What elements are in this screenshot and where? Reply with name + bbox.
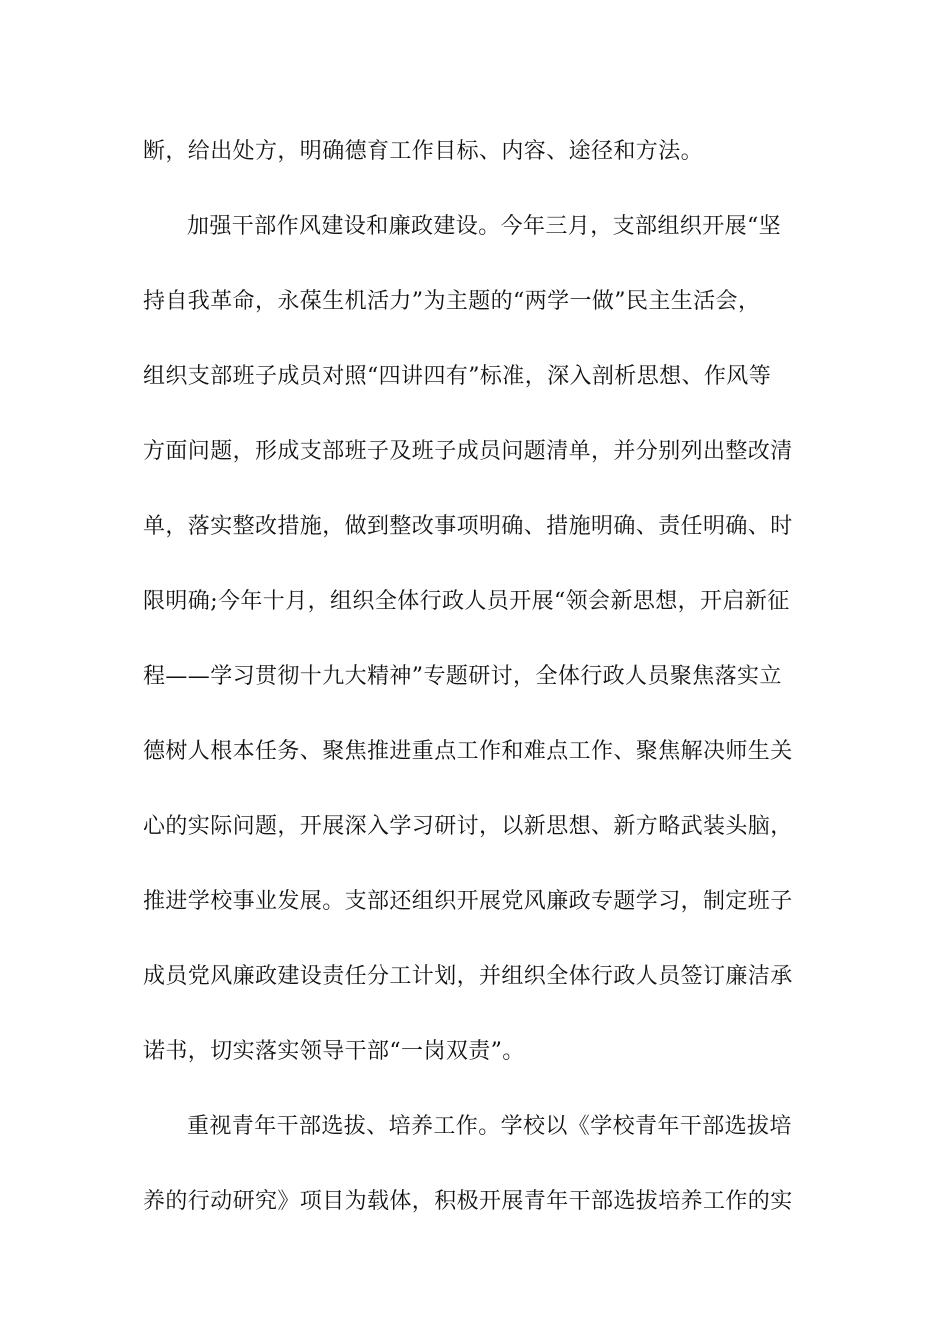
text-line: 诺书，切实落实领导干部“一岗双责”。 [143,1039,525,1064]
text-line: 心的实际问题，开展深入学习研讨，以新思想、新方略武装头脑， [143,814,793,839]
text-line: 方面问题，形成支部班子及班子成员问题清单，并分别列出整改清 [143,439,793,464]
text-line: 断，给出处方，明确德育工作目标、内容、途径和方法。 [143,139,704,164]
text-line: 程——学习贯彻十九大精神”专题研讨，全体行政人员聚焦落实立 [143,664,782,689]
text-line: 持自我革命，永葆生机活力”为主题的“两学一做”民主生活会， [143,289,761,314]
text-line: 限明确;今年十月，组织全体行政人员开展“领会新思想，开启新征 [143,589,790,614]
text-line: 成员党风廉政建设责任分工计划，并组织全体行政人员签订廉洁承 [143,964,793,989]
text-line: 养的行动研究》项目为载体，积极开展青年干部选拔培养工作的实 [143,1189,793,1214]
text-line: 德树人根本任务、聚焦推进重点工作和难点工作、聚焦解决师生关 [143,739,793,764]
text-line: 单，落实整改措施，做到整改事项明确、措施明确、责任明确、时 [143,514,793,539]
text-line: 组织支部班子成员对照“四讲四有”标准，深入剖析思想、作风等 [143,364,772,389]
paragraph-start-line: 加强干部作风建设和廉政建设。今年三月，支部组织开展“坚 [187,214,782,239]
paragraph-start-line: 重视青年干部选拔、培养工作。学校以《学校青年干部选拔培 [187,1114,792,1139]
text-line: 推进学校事业发展。支部还组织开展党风廉政专题学习，制定班子 [143,889,793,914]
